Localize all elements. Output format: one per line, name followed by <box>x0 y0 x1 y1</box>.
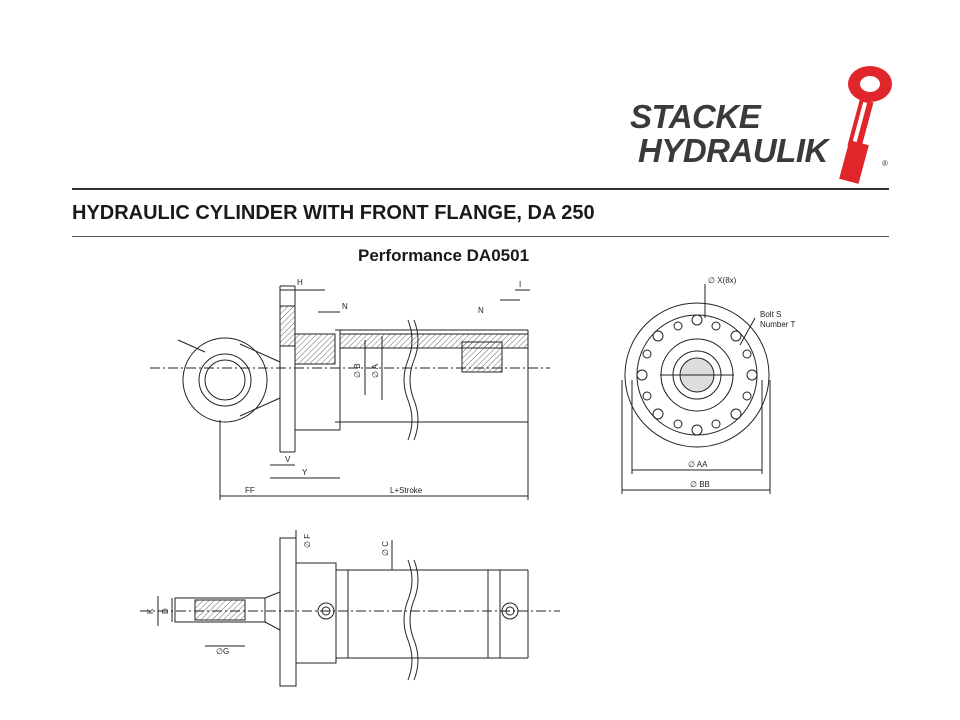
document-subtitle: Performance DA0501 <box>358 246 530 265</box>
dim-aa: ∅ AA <box>688 460 708 469</box>
dim-a: ∅ A <box>371 363 380 378</box>
dim-b: ∅ B <box>353 363 362 378</box>
dim-g: ∅G <box>216 647 230 656</box>
dim-y: Y <box>302 468 308 477</box>
dim-bb: ∅ BB <box>690 480 710 489</box>
top-view <box>140 530 560 686</box>
registered-mark: ® <box>882 159 888 168</box>
label-number-t: Number T <box>760 320 796 329</box>
logo-text-hydraulik: HYDRAULIK <box>638 132 828 169</box>
dim-h: H <box>297 278 303 287</box>
logo-text-stacke: STACKE <box>630 98 761 135</box>
dim-l-stroke: L+Stroke <box>390 486 423 495</box>
dim-d: D <box>161 608 170 614</box>
dim-n-front: N <box>342 302 348 311</box>
dim-x: ∅ X(8x) <box>708 276 737 285</box>
dim-ff: FF <box>245 486 255 495</box>
dim-v: V <box>285 455 291 464</box>
side-view <box>150 286 550 500</box>
document-title: HYDRAULIC CYLINDER WITH FRONT FLANGE, DA 250 <box>72 202 595 224</box>
dim-f: ∅ F <box>303 533 312 548</box>
dim-c: ∅ C <box>381 541 390 556</box>
label-bolt-s: Bolt S <box>760 310 782 319</box>
dim-n-rear: N <box>478 306 484 315</box>
dim-i: I <box>519 280 522 289</box>
dim-k: K <box>146 608 155 614</box>
